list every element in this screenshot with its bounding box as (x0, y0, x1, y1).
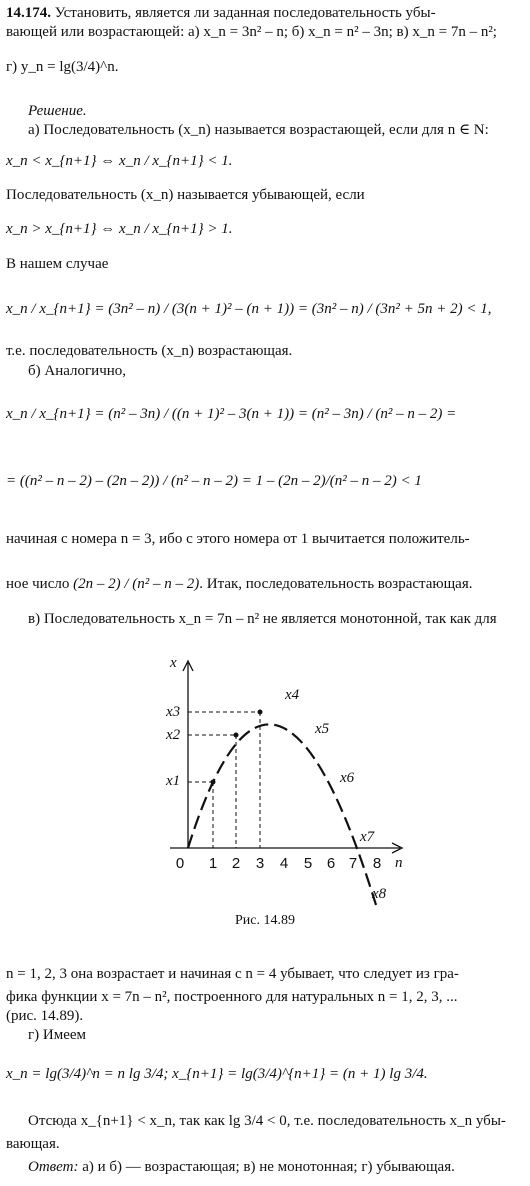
part-d-calculation: x_n = lg(3/4)^n = n lg 3/4; x_{n+1} = lg(3/4)^{n+1} = (n + 1) lg 3/4. (6, 1066, 428, 1082)
part-a-case: В нашем случае (6, 256, 109, 272)
problem-line-1 (6, 4, 524, 23)
part-b-calculation-2: = ((n² – n – 2) – (2n – 2)) / (n² – n – 2) = 1 – (2n – 2)/(n² – n – 2) < 1 (6, 473, 422, 489)
axis-label-n: n (395, 855, 403, 871)
part-b-text-1: начиная с номера n = 3, ибо с этого номера от 1 вычитается положитель- (6, 531, 470, 547)
problem-line-2: вающей или возрастающей: а) x_n = 3n² – n; б) x_n = n² – 3n; в) x_n = 7n – n²; (6, 24, 497, 40)
curve-label-x5: x5 (315, 721, 330, 737)
x-tick-7: 7 (348, 855, 358, 872)
curve-label-x6: x6 (340, 770, 355, 786)
part-a-definition-decreasing: Последовательность (x_n) называется убывающей, если (6, 187, 365, 203)
part-a-conclusion: т.е. последовательность (x_n) возрастающая. (6, 343, 293, 359)
x-tick-3: 3 (255, 855, 265, 872)
part-b-fraction: (2n – 2) / (n² – n – 2) (73, 576, 200, 592)
curve-label-x7: x7 (360, 829, 375, 845)
part-b-calculation-1: x_n / x_{n+1} = (n² – 3n) / ((n + 1)² – 3(n + 1)) = (n² – 3n) / (n² – n – 2) = (6, 406, 457, 422)
answer-line (28, 1158, 524, 1177)
y-label-x1: x1 (166, 773, 181, 789)
x-tick-4: 4 (279, 855, 289, 872)
part-a-formula-increasing: x_n < x_{n+1} ⇔ x_n / x_{n+1} < 1. (6, 153, 233, 169)
part-c-text-2: n = 1, 2, 3 она возрастает и начиная с n = 4 убывает, что следует из гра- (6, 966, 459, 982)
part-b-text-2-pre: ное число (6, 576, 70, 592)
x-tick-8: 8 (372, 855, 382, 872)
x-tick-2: 2 (231, 855, 241, 872)
curve-label-x4: x4 (285, 687, 300, 703)
part-a-calculation: x_n / x_{n+1} = (3n² – n) / (3(n + 1)² – (n + 1)) = (3n² – n) / (3n² + 5n + 2) < 1, (6, 301, 492, 317)
part-d-heading: г) Имеем (28, 1027, 87, 1043)
problem-text-1: Установить, является ли заданная последовательность убы- (51, 5, 436, 21)
figure-caption: Рис. 14.89 (235, 913, 295, 928)
part-d-conclusion-1: Отсюда x_{n+1} < x_n, так как lg 3/4 < 0, т.е. последовательность x_n убы- (28, 1113, 506, 1129)
problem-line-3: г) y_n = lg(3/4)^n. (6, 59, 119, 75)
x-tick-6: 6 (326, 855, 336, 872)
y-label-x2: x2 (166, 727, 181, 743)
curve-label-x8: x8 (372, 886, 387, 902)
answer-text: а) и б) — возрастающая; в) не монотонная; г) убывающая. (78, 1159, 455, 1175)
part-b-heading: б) Аналогично, (28, 363, 127, 379)
part-c-text-4: (рис. 14.89). (6, 1008, 84, 1024)
part-d-conclusion-2: вающая. (6, 1136, 60, 1152)
origin-label: 0 (175, 855, 185, 872)
x-tick-5: 5 (303, 855, 313, 872)
part-a-formula-decreasing: x_n > x_{n+1} ⇔ x_n / x_{n+1} > 1. (6, 221, 233, 237)
answer-label: Ответ: (28, 1159, 79, 1175)
y-label-x3: x3 (166, 704, 181, 720)
parabola-figure (150, 655, 410, 910)
parabola-curve (188, 724, 376, 905)
part-b-text-2 (6, 575, 524, 594)
x-tick-1: 1 (208, 855, 218, 872)
part-b-text-2-post: . Итак, последовательность возрастающая. (199, 576, 473, 592)
problem-number: 14.174. (6, 5, 51, 21)
solution-heading: Решение. (28, 103, 87, 119)
part-c-text: в) Последовательность x_n = 7n – n² не является монотонной, так как для (28, 611, 497, 627)
part-c-text-3: фика функции x = 7n – n², построенного для натуральных n = 1, 2, 3, ... (6, 989, 458, 1005)
part-a-definition-increasing: а) Последовательность (x_n) называется возрастающей, если для n ∈ N: (28, 122, 489, 138)
axis-label-x: x (170, 655, 177, 671)
